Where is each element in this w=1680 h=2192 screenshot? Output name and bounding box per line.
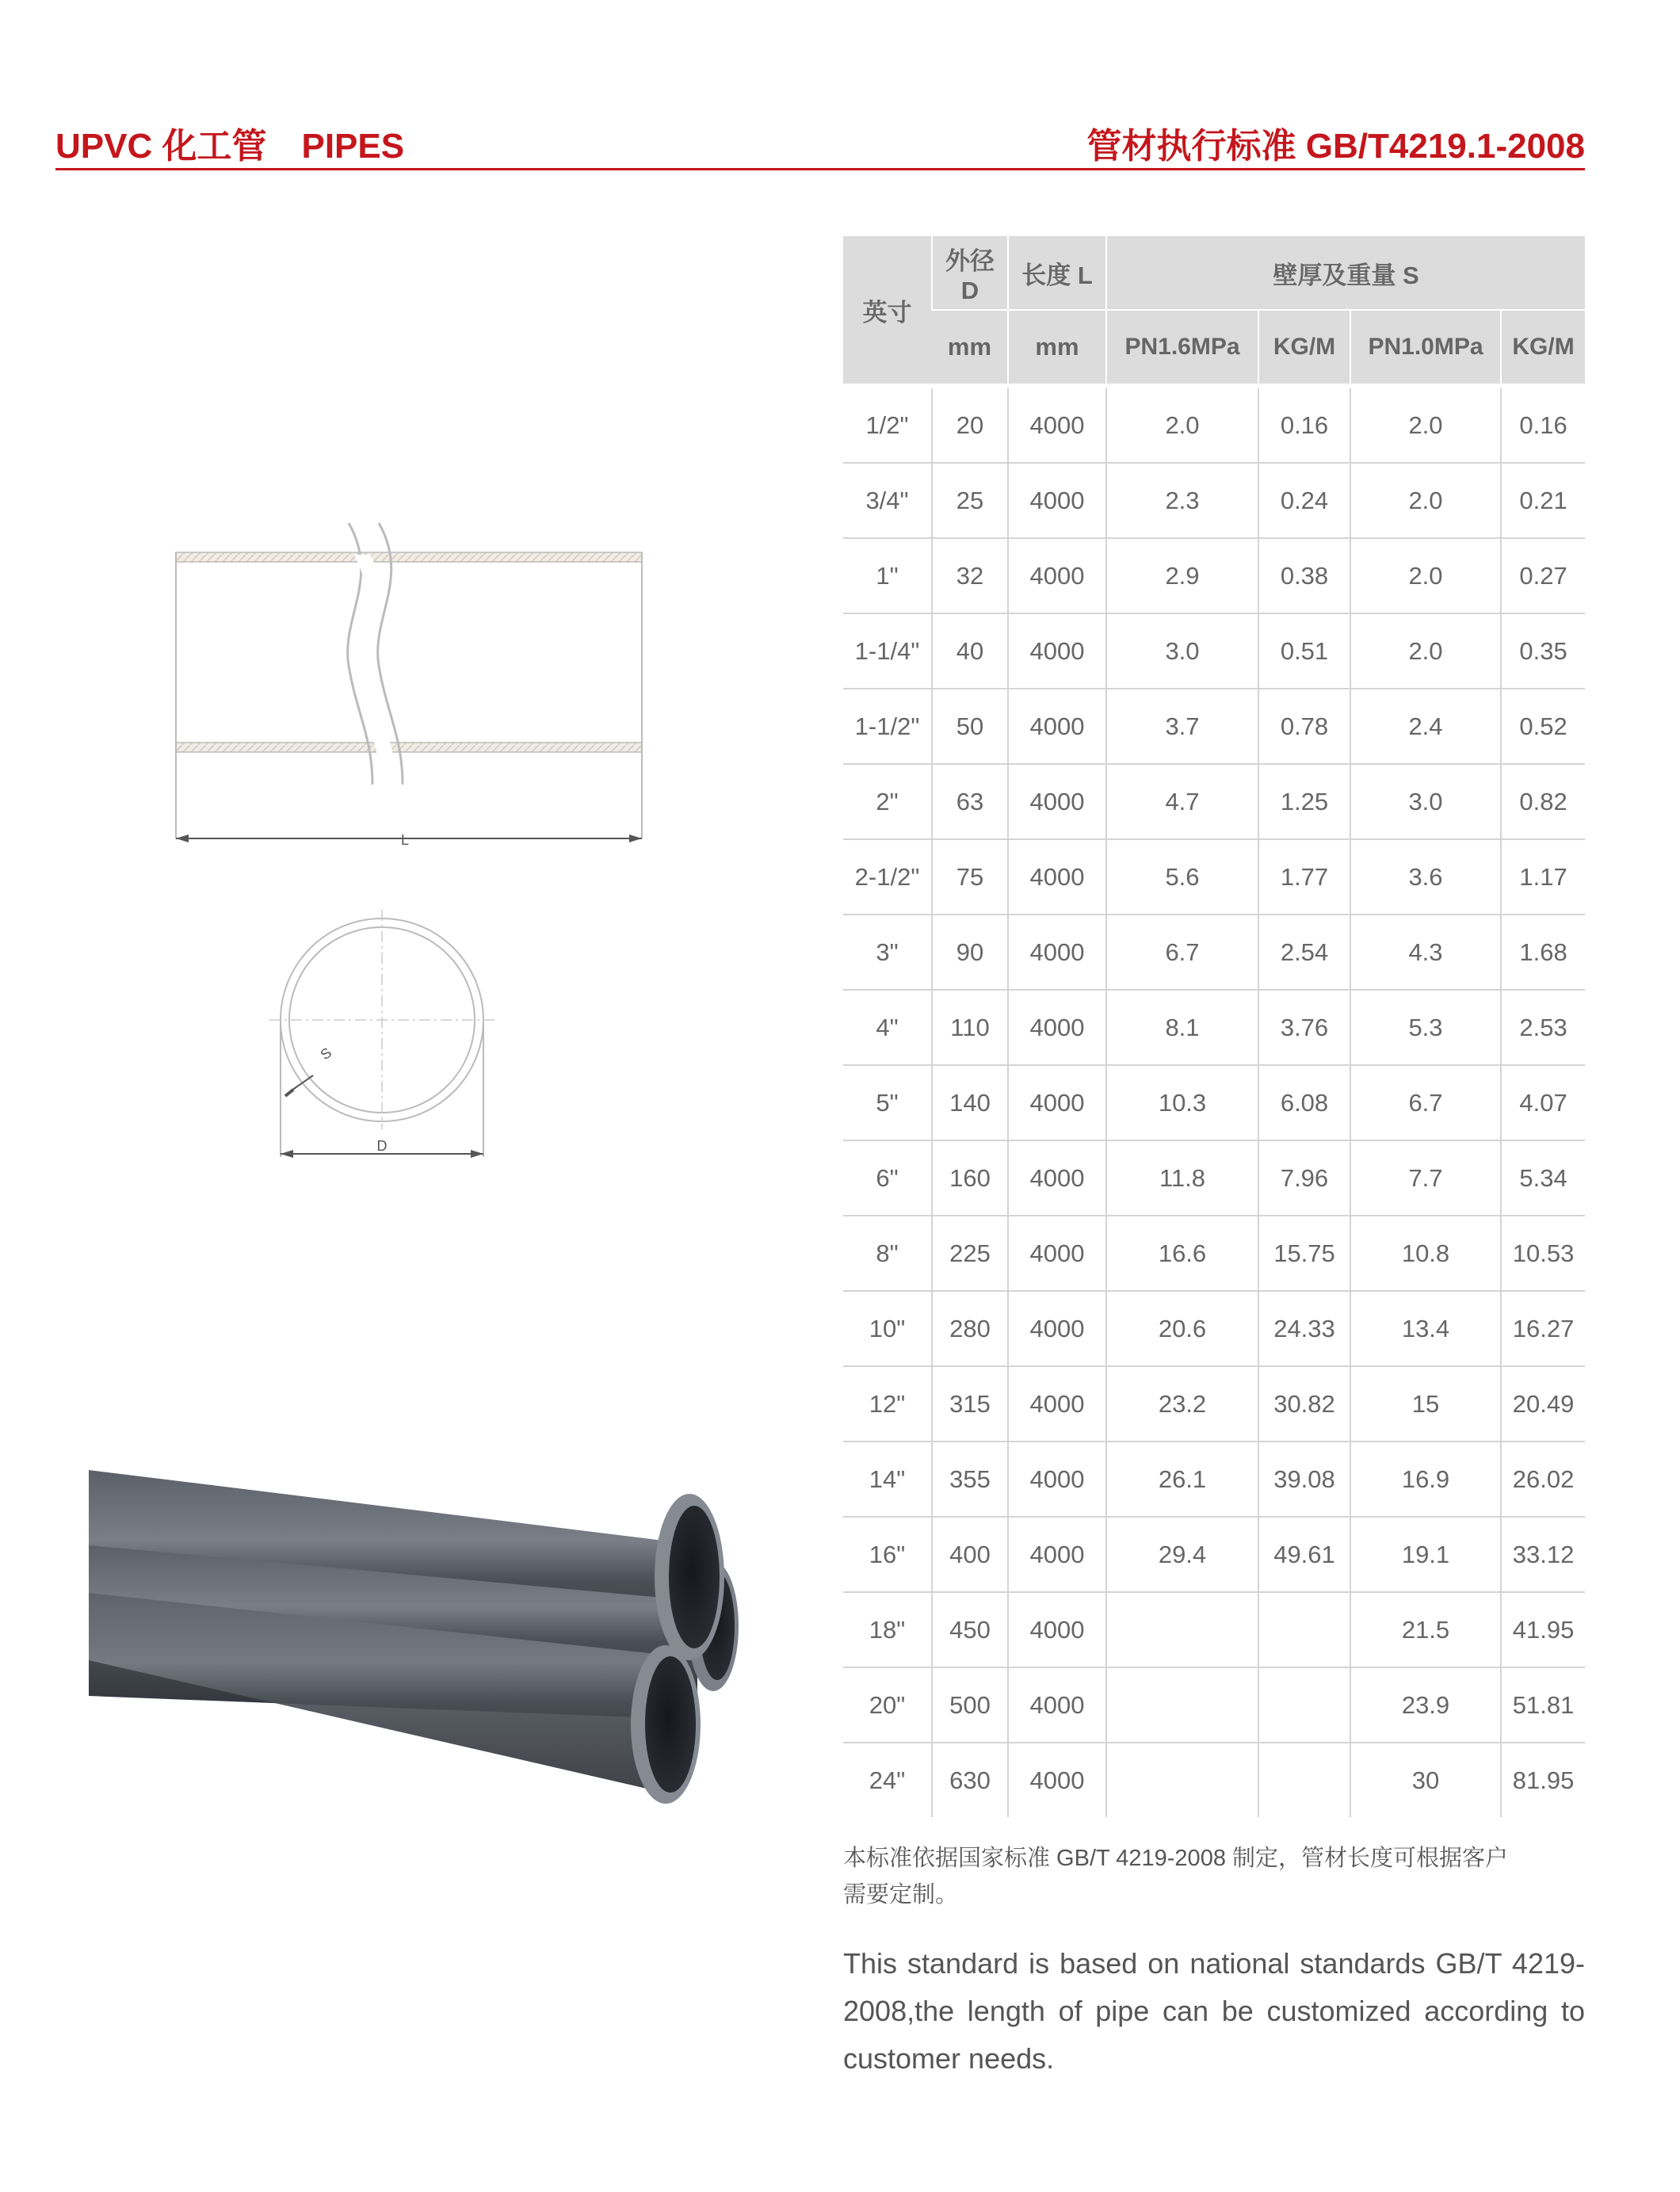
cell-pn10-wall: 5.3 (1350, 990, 1501, 1065)
cell-size: 1-1/2" (843, 689, 932, 764)
cell-outer-diameter: 225 (932, 1216, 1008, 1291)
table-row (843, 1517, 1585, 1592)
cell-pn10-wall: 2.0 (1350, 463, 1501, 538)
cell-outer-diameter: 450 (932, 1592, 1008, 1667)
product-title (55, 117, 404, 168)
cell-size: 3" (843, 915, 932, 990)
cell-pn16-weight: 1.25 (1258, 764, 1350, 839)
table-row (843, 1442, 1585, 1517)
table-row (843, 463, 1585, 538)
cell-pn16-wall: 11.8 (1106, 1140, 1258, 1216)
header-wall-weight: 壁厚及重量 S (1106, 236, 1585, 310)
cell-pn10-weight: 0.27 (1501, 538, 1585, 613)
cell-pn10-wall: 7.7 (1350, 1140, 1501, 1216)
cell-pn10-weight: 26.02 (1501, 1442, 1585, 1517)
cell-outer-diameter: 280 (932, 1291, 1008, 1366)
cell-pn16-wall: 2.9 (1106, 538, 1258, 613)
header-outer-diameter-symbol: D (960, 276, 979, 304)
cell-pn16-wall (1106, 1592, 1258, 1667)
cell-pn16-wall (1106, 1743, 1258, 1817)
cell-pn16-weight: 30.82 (1258, 1366, 1350, 1442)
cell-pn16-wall: 10.3 (1106, 1065, 1258, 1140)
header-pn10: PN1.0MPa (1350, 310, 1501, 386)
cell-size: 2" (843, 764, 932, 839)
cell-pn10-wall: 13.4 (1350, 1291, 1501, 1366)
cell-pn10-weight: 10.53 (1501, 1216, 1585, 1291)
cell-pn10-weight: 1.68 (1501, 915, 1585, 990)
cell-pn16-wall: 29.4 (1106, 1517, 1258, 1592)
pipe-cross-section (269, 910, 494, 1158)
standard-title: 管材执行标准 GB/T4219.1-2008 (1086, 127, 1585, 166)
header-size: 英寸 (843, 236, 932, 386)
cell-pn16-weight: 0.78 (1258, 689, 1350, 764)
cell-pn10-weight: 0.82 (1501, 764, 1585, 839)
cell-length: 4000 (1008, 538, 1106, 613)
cell-pn10-wall: 21.5 (1350, 1592, 1501, 1667)
cell-length: 4000 (1008, 1517, 1106, 1592)
cell-pn16-weight: 6.08 (1258, 1065, 1350, 1140)
note-chinese-line-2: 需要定制。 (843, 1882, 959, 1907)
header-length: 长度 L (1008, 236, 1106, 310)
cell-pn16-wall: 16.6 (1106, 1216, 1258, 1291)
cell-size: 5" (843, 1065, 932, 1140)
header-pn16: PN1.6MPa (1106, 310, 1258, 386)
cell-length: 4000 (1008, 1366, 1106, 1442)
cell-pn16-weight: 0.38 (1258, 538, 1350, 613)
cell-pn16-wall: 8.1 (1106, 990, 1258, 1065)
cell-size: 16" (843, 1517, 932, 1592)
table-row (843, 1291, 1585, 1366)
cell-outer-diameter: 20 (932, 386, 1008, 463)
table-row (843, 1140, 1585, 1216)
cell-outer-diameter: 90 (932, 915, 1008, 990)
cell-outer-diameter: 63 (932, 764, 1008, 839)
cell-length: 4000 (1008, 689, 1106, 764)
cell-pn16-wall: 20.6 (1106, 1291, 1258, 1366)
cell-pn16-wall: 5.6 (1106, 839, 1258, 915)
cell-pn16-weight: 15.75 (1258, 1216, 1350, 1291)
table-row (843, 1667, 1585, 1743)
cell-length: 4000 (1008, 764, 1106, 839)
header-outer-diameter (932, 236, 1008, 310)
cell-size: 6" (843, 1140, 932, 1216)
cell-length: 4000 (1008, 1216, 1106, 1291)
cell-pn10-weight: 0.16 (1501, 386, 1585, 463)
cell-pn16-wall: 3.0 (1106, 613, 1258, 689)
cell-pn16-weight (1258, 1743, 1350, 1817)
cell-pn10-wall: 2.0 (1350, 386, 1501, 463)
cell-pn10-weight: 81.95 (1501, 1743, 1585, 1817)
cell-length: 4000 (1008, 1667, 1106, 1743)
cell-pn16-wall: 26.1 (1106, 1442, 1258, 1517)
cell-pn10-wall: 3.6 (1350, 839, 1501, 915)
cell-outer-diameter: 500 (932, 1667, 1008, 1743)
spec-table-body (843, 386, 1585, 1817)
cell-pn16-weight: 0.51 (1258, 613, 1350, 689)
cell-size: 10" (843, 1291, 932, 1366)
cell-pn10-wall: 6.7 (1350, 1065, 1501, 1140)
cell-pn10-weight: 20.49 (1501, 1366, 1585, 1442)
table-row (843, 386, 1585, 463)
cell-pn10-wall: 23.9 (1350, 1667, 1501, 1743)
table-row (843, 689, 1585, 764)
cell-pn10-weight: 0.21 (1501, 463, 1585, 538)
table-row (843, 613, 1585, 689)
cell-pn10-wall: 2.4 (1350, 689, 1501, 764)
cell-pn10-wall: 10.8 (1350, 1216, 1501, 1291)
cell-length: 4000 (1008, 839, 1106, 915)
cell-size: 24" (869, 1766, 906, 1794)
cell-pn10-weight: 0.52 (1501, 689, 1585, 764)
table-row (843, 764, 1585, 839)
cell-length: 4000 (1008, 463, 1106, 538)
cell-outer-diameter: 50 (932, 689, 1008, 764)
cell-outer-diameter: 40 (932, 613, 1008, 689)
page-header (55, 111, 1585, 170)
cell-size: 1/2" (843, 386, 932, 463)
cell-outer-diameter: 630 (932, 1743, 1008, 1817)
cell-pn10-weight: 33.12 (1501, 1517, 1585, 1592)
table-row (843, 1216, 1585, 1291)
cell-outer-diameter: 315 (932, 1366, 1008, 1442)
cell-length: 4000 (1008, 1743, 1106, 1817)
cell-pn10-wall: 15 (1350, 1366, 1501, 1442)
header-outer-diameter-label: 外径 (945, 246, 995, 275)
note-chinese (843, 1840, 1585, 1913)
cell-length: 4000 (1008, 386, 1106, 463)
pipe-side-view (176, 523, 642, 848)
product-title-cn: UPVC 化工管 (55, 127, 267, 166)
wall-thickness-label: S (317, 1044, 335, 1064)
cell-pn10-weight: 0.35 (1501, 613, 1585, 689)
cell-length: 4000 (1008, 1592, 1106, 1667)
cell-outer-diameter: 355 (932, 1442, 1008, 1517)
cell-pn16-wall: 2.3 (1106, 463, 1258, 538)
cell-outer-diameter: 160 (932, 1140, 1008, 1216)
cell-length: 4000 (1008, 1140, 1106, 1216)
product-title-en: PIPES (301, 127, 405, 166)
cell-pn16-weight: 7.96 (1258, 1140, 1350, 1216)
cell-outer-diameter: 140 (932, 1065, 1008, 1140)
cell-size: 4" (843, 990, 932, 1065)
header-unit-mm-diameter: mm (932, 310, 1008, 386)
cell-outer-diameter: 32 (932, 538, 1008, 613)
cell-pn10-wall: 3.0 (1350, 764, 1501, 839)
cell-pn16-weight: 49.61 (1258, 1517, 1350, 1592)
cell-outer-diameter: 25 (932, 463, 1008, 538)
note-english: This standard is based on national standards GB/T 4219-2008,the length of pipe can be customized according to customer needs. (843, 1947, 1585, 2075)
header-kgm-pn16: KG/M (1258, 310, 1350, 386)
cell-pn16-wall: 4.7 (1106, 764, 1258, 839)
cell-pn16-weight: 39.08 (1258, 1442, 1350, 1517)
cell-pn10-weight: 2.53 (1501, 990, 1585, 1065)
table-row (843, 1592, 1585, 1667)
length-dimension-label: L (400, 832, 410, 848)
cell-pn10-wall: 4.3 (1350, 915, 1501, 990)
note-chinese-line-1: 本标准依据国家标准 GB/T 4219-2008 制定，管材长度可根据客户 (843, 1846, 1509, 1871)
cell-pn10-weight: 1.17 (1501, 839, 1585, 915)
cell-pn10-wall: 2.0 (1350, 538, 1501, 613)
cell-length: 4000 (1008, 1291, 1106, 1366)
cell-pn16-wall: 2.0 (1106, 386, 1258, 463)
cell-pn16-weight: 3.76 (1258, 990, 1350, 1065)
cell-outer-diameter: 400 (932, 1517, 1008, 1592)
table-row (843, 1065, 1585, 1140)
cell-size: 8" (843, 1216, 932, 1291)
cell-length: 4000 (1008, 915, 1106, 990)
header-kgm-pn10: KG/M (1501, 310, 1585, 386)
cell-pn16-weight: 2.54 (1258, 915, 1350, 990)
cell-outer-diameter: 75 (932, 839, 1008, 915)
cell-pn16-weight: 0.24 (1258, 463, 1350, 538)
cell-pn16-wall (1106, 1667, 1258, 1743)
cell-pn16-weight (1258, 1667, 1350, 1743)
cell-length: 4000 (1008, 613, 1106, 689)
cell-size: 20" (843, 1667, 932, 1743)
cell-pn16-weight: 1.77 (1258, 839, 1350, 915)
table-row (843, 839, 1585, 915)
diameter-dimension-label: D (376, 1138, 388, 1154)
table-row (843, 1743, 1585, 1817)
cell-pn10-wall: 19.1 (1350, 1517, 1501, 1592)
cell-pn16-weight (1258, 1592, 1350, 1667)
cell-size: 2-1/2" (843, 839, 932, 915)
spec-table (843, 236, 1585, 1817)
cell-pn16-weight: 24.33 (1258, 1291, 1350, 1366)
cell-length: 4000 (1008, 1442, 1106, 1517)
cell-pn16-weight: 0.16 (1258, 386, 1350, 463)
cell-size: 14" (843, 1442, 932, 1517)
cell-pn10-weight: 41.95 (1501, 1592, 1585, 1667)
cell-size: 3/4" (843, 463, 932, 538)
cell-size: 18" (843, 1592, 932, 1667)
cell-pn16-wall: 3.7 (1106, 689, 1258, 764)
cell-pn16-wall: 23.2 (1106, 1366, 1258, 1442)
cell-length: 4000 (1008, 1065, 1106, 1140)
cell-pn10-wall: 16.9 (1350, 1442, 1501, 1517)
cell-length: 4000 (1008, 990, 1106, 1065)
cell-pn10-wall: 2.0 (1350, 613, 1501, 689)
cell-size: 1-1/4" (843, 613, 932, 689)
header-unit-mm-length: mm (1008, 310, 1106, 386)
table-row (843, 990, 1585, 1065)
cell-size: 1" (843, 538, 932, 613)
table-row (843, 1366, 1585, 1442)
cell-pn10-weight: 51.81 (1501, 1667, 1585, 1743)
cell-outer-diameter: 110 (932, 990, 1008, 1065)
table-row (843, 915, 1585, 990)
cell-pn10-weight: 5.34 (1501, 1140, 1585, 1216)
cell-pn10-wall: 30 (1350, 1743, 1501, 1817)
cell-pn10-weight: 4.07 (1501, 1065, 1585, 1140)
table-row (843, 538, 1585, 613)
cell-pn10-weight: 16.27 (1501, 1291, 1585, 1366)
pipe-product-photo (89, 1470, 739, 1804)
cell-size: 12" (843, 1366, 932, 1442)
cell-pn16-wall: 6.7 (1106, 915, 1258, 990)
